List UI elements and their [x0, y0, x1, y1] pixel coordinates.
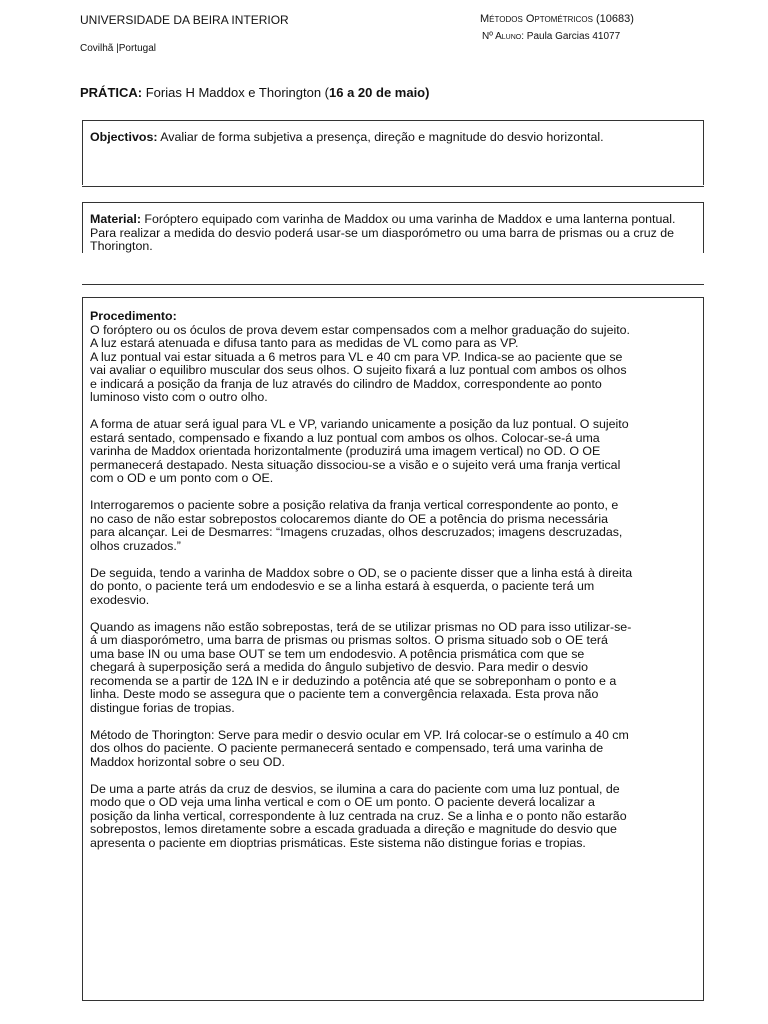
objectives-label: Objectivos:	[90, 130, 158, 144]
procedure-line: vai avaliar o equilibro muscular dos seus olhos. O sujeito fixará a luz pontual com ambos os olhos	[90, 363, 627, 377]
procedure-line: A luz pontual vai estar situada a 6 metros para VL e 40 cm para VP. Indica-se ao paciente que se	[90, 349, 623, 364]
procedure-line: A forma de atuar será igual para VL e VP, variando unicamente a posição da luz pontual. O sujeito	[90, 417, 629, 431]
material-box	[82, 202, 704, 253]
practice-dates: 16 a 20 de maio)	[329, 85, 430, 100]
procedure-paragraph	[90, 418, 703, 486]
procedure-line: do ponto, o paciente terá um endodesvio e se a linha estará à esquerda, o paciente terá um	[90, 579, 595, 593]
procedure-line: O foróptero ou os óculos de prova devem estar compensados com a melhor graduação do sujeito.	[90, 322, 630, 337]
procedure-line: olhos cruzados.”	[90, 538, 181, 553]
procedure-line: De seguida, tendo a varinha de Maddox sobre o OD, se o paciente disser que a linha está à direita	[90, 565, 633, 580]
procedure-paragraph	[90, 621, 703, 716]
procedure-line: permanecerá destapado. Nesta situação dissociou-se a visão e o sujeito verá uma franja vertical	[90, 457, 621, 472]
procedure-line: para alcançar. Lei de Desmarres: “Imagens cruzadas, olhos descruzados; imagens descruzadas,	[90, 525, 623, 539]
objectives-box	[82, 120, 704, 185]
procedure-line: uma base IN ou uma base OUT se tem um endodesvio. A potência prismática com que se	[90, 646, 585, 661]
course-title: Métodos Optométricos (10683)	[480, 13, 634, 25]
objectives-text	[90, 131, 703, 145]
procedure-line: Maddox horizontal sobre o seu OD.	[90, 754, 285, 769]
procedure-line: De uma a parte atrás da cruz de desvios, se ilumina a cara do paciente com uma luz pontual, de	[90, 781, 620, 796]
procedure-line: modo que o OD veja uma linha vertical e com o OE um ponto. O paciente deverá localizar a	[90, 795, 595, 809]
objectives-body: Avaliar de forma subjetiva a presença, direção e magnitude do desvio horizontal.	[157, 130, 604, 144]
material-label: Material:	[90, 212, 141, 226]
procedure-paragraph	[90, 499, 703, 553]
procedure-line: dos olhos do paciente. O paciente permanecerá sentado e compensado, terá uma varinha de	[90, 741, 604, 755]
procedure-line: e indicará a posição da franja de luz através do cilindro de Maddox, correspondente ao ponto	[90, 376, 602, 391]
procedure-line: no caso de não estar sobrepostos colocaremos diante do OE a potência do prisma necessária	[90, 511, 608, 526]
procedure-line: sobrepostos, lemos diretamente sobre a escada graduada a direção e magnitude do desvio que	[90, 822, 617, 836]
location-text: Covilhã |Portugal	[80, 43, 156, 54]
procedure-line: chegará à superposição será a medida do ângulo subjetivo de desvio. Para medir o desvio	[90, 660, 588, 674]
procedure-line: Método de Thorington: Serve para medir o desvio ocular em VP. Irá colocar-se o estímulo a 40 cm	[90, 727, 629, 742]
divider	[82, 186, 704, 187]
procedure-line: A luz estará atenuada e difusa tanto para as medidas de VL como para as VP.	[90, 336, 519, 350]
practice-name: Forias H Maddox e Thorington (	[142, 85, 330, 100]
material-body: Foróptero equipado com varinha de Maddox ou uma varinha de Maddox e uma lanterna pontual. Para realizar a medida do desvio poderá usar-se um diasporómetro ou uma barra de prismas ou a cruz de Thorington.	[90, 212, 676, 253]
procedure-line: com o OD e um ponto com o OE.	[90, 471, 274, 485]
procedure-line: luminoso visto com o outro olho.	[90, 390, 268, 404]
procedure-line: Quando as imagens não estão sobrepostas, terá de se utilizar prismas no OD para isso utilizar-se-	[90, 619, 632, 634]
practice-label: PRÁTICA:	[80, 85, 143, 100]
procedure-line: Interrogaremos o paciente sobre a posição relativa da franja vertical correspondente ao ponto, e	[90, 498, 619, 512]
practice-title	[80, 85, 429, 100]
procedure-line: distingue forias de tropias.	[90, 700, 235, 715]
procedure-paragraph	[90, 783, 703, 851]
procedure-paragraph	[90, 567, 703, 608]
student-label: Nº Aluno:	[482, 31, 524, 42]
procedure-line: estará sentado, compensado e fixando a luz pontual com ambos os olhos. Colocar-se-á uma	[90, 430, 600, 445]
divider	[82, 284, 704, 285]
procedure-line: recomenda se a partir de 12∆ IN e ir deduzindo a potência até que se sobreponham o ponto e a	[90, 673, 617, 688]
procedure-box	[82, 297, 704, 1001]
procedure-paragraph	[90, 729, 703, 770]
material-text	[90, 213, 703, 254]
procedure-line: linha. Deste modo se assegura que o paciente tem a convergência relaxada. Esta prova não	[90, 687, 599, 701]
procedure-line: posição da linha vertical, correspondente à luz centrada na cruz. Se a linha e o ponto não estarão	[90, 808, 627, 823]
procedure-paragraph	[90, 324, 703, 405]
student-name: Paula Garcias 41077	[524, 31, 621, 42]
procedure-line: varinha de Maddox orientada horizontalmente (produzirá uma imagem vertical) no OD. O OE	[90, 444, 601, 458]
procedure-line: exodesvio.	[90, 592, 150, 607]
procedure-content	[90, 310, 703, 850]
procedure-label: Procedimento:	[90, 309, 177, 323]
procedure-paragraphs	[90, 324, 703, 851]
university-name: UNIVERSIDADE DA BEIRA INTERIOR	[80, 13, 289, 27]
student-info	[482, 31, 620, 42]
procedure-line: á um diasporómetro, uma barra de prismas ou prismas soltos. O prisma situado sob o OE terá	[90, 633, 608, 647]
procedure-line: apresenta o paciente em dioptrias prismáticas. Este sistema não distingue forias e tropias.	[90, 835, 586, 850]
